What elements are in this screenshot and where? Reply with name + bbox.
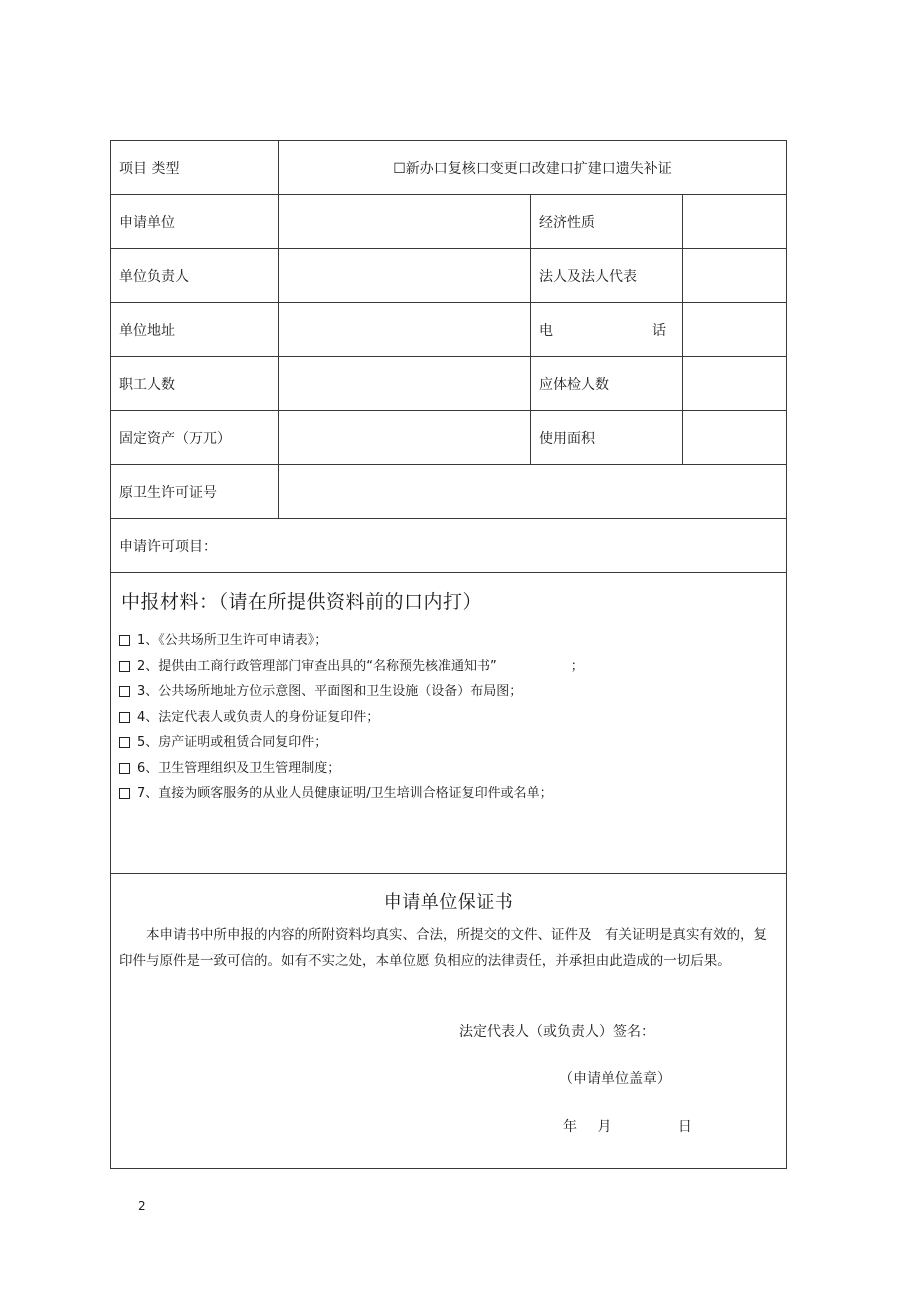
material-item [119, 730, 786, 756]
material-item-text: 2、提供由工商行政管理部门审查出具的“名称预先核准通知书” [137, 658, 497, 674]
staff-row [111, 357, 787, 411]
head-row [111, 249, 787, 303]
fixed-assets-label: 固定资产（万兀） [111, 411, 279, 465]
phone-label-b: 话 [652, 322, 666, 339]
exam-count-label: 应体检人数 [531, 357, 683, 411]
signature-label[interactable]: 法定代表人（或负责人）签名： [459, 1024, 655, 1040]
staff-count-field[interactable] [279, 357, 531, 411]
orig-license-row [111, 465, 787, 519]
material-item [119, 756, 786, 782]
economic-nature-label: 经济性质 [531, 195, 683, 249]
materials-section [111, 573, 787, 874]
exam-count-field[interactable] [683, 357, 787, 411]
apply-items-label[interactable]: 申请许可项目： [111, 519, 787, 573]
guarantee-section [111, 874, 787, 1169]
orig-license-field[interactable] [279, 465, 787, 519]
date-month: 月 [597, 1119, 612, 1135]
materials-title: 中报材料：（请在所提供资料前的口内打） [121, 591, 483, 613]
date-year: 年 [563, 1119, 577, 1135]
address-field[interactable] [279, 303, 531, 357]
applicant-row [111, 195, 787, 249]
usage-area-field[interactable] [683, 411, 787, 465]
materials-list [119, 628, 786, 807]
project-type-row [111, 141, 787, 195]
material-item-text: 4、法定代表人或负责人的身份证复印件； [137, 709, 380, 725]
applicant-label: 申请单位 [111, 195, 279, 249]
material-item [119, 679, 786, 705]
material-item [119, 654, 786, 680]
project-type-options[interactable]: ☐新办口复核口变更口改建口扩建口遗失补证 [279, 141, 787, 195]
material-checkbox-2[interactable] [119, 661, 130, 672]
unit-head-field[interactable] [279, 249, 531, 303]
phone-label-a: 电 [539, 322, 553, 339]
stamp-label: （申请单位盖章） [559, 1071, 671, 1087]
fixed-assets-field[interactable] [279, 411, 531, 465]
material-item [119, 781, 786, 807]
material-checkbox-3[interactable] [119, 686, 130, 697]
date-line [563, 1116, 692, 1136]
material-checkbox-7[interactable] [119, 788, 130, 799]
legal-rep-field[interactable] [683, 249, 787, 303]
date-day: 日 [677, 1119, 692, 1135]
economic-nature-field[interactable] [683, 195, 787, 249]
address-label: 单位地址 [111, 303, 279, 357]
guarantee-body: 本申请书中所申报的内容的所附资料均真实、合法，所提交的文件、证件及 有关证明是真实有效的，复印件与原件是一致可信的。如有不实之处，本单位愿 负相应的法律责任，并承担由此造成的一切后果。 [119, 927, 767, 969]
guarantee-row [111, 874, 787, 1169]
legal-rep-label: 法人及法人代表 [531, 249, 683, 303]
usage-area-label: 使用面积 [531, 411, 683, 465]
material-checkbox-6[interactable] [119, 763, 130, 774]
application-form-table [110, 140, 787, 1169]
material-item-text: 6、卫生管理组织及卫生管理制度； [137, 760, 341, 776]
assets-row [111, 411, 787, 465]
guarantee-title: 申请单位保证书 [383, 892, 514, 913]
material-item-suffix: ； [570, 658, 584, 674]
apply-items-row [111, 519, 787, 573]
material-item-text: 3、公共场所地址方位示意图、平面图和卫生设施（设备）布局图； [137, 684, 523, 699]
address-row [111, 303, 787, 357]
material-item-text: 5、房产证明或租赁合同复印件； [137, 735, 328, 750]
staff-count-label: 职工人数 [111, 357, 279, 411]
orig-license-label: 原卫生许可证号 [111, 465, 279, 519]
material-checkbox-4[interactable] [119, 712, 130, 723]
page-number: 2 [138, 1199, 146, 1213]
material-item [119, 705, 786, 731]
phone-label-cell [531, 303, 683, 357]
material-item [119, 628, 786, 654]
material-item-text: 7、直接为顾客服务的从业人员健康证明/卫生培训合格证复印件或名单； [137, 786, 553, 801]
project-type-label: 项目 类型 [111, 141, 279, 195]
phone-field[interactable] [683, 303, 787, 357]
materials-row [111, 573, 787, 874]
material-checkbox-1[interactable] [119, 635, 130, 646]
unit-head-label: 单位负责人 [111, 249, 279, 303]
material-checkbox-5[interactable] [119, 737, 130, 748]
applicant-field[interactable] [279, 195, 531, 249]
material-item-text: 1、《公共场所卫生许可申请表》； [137, 633, 328, 648]
